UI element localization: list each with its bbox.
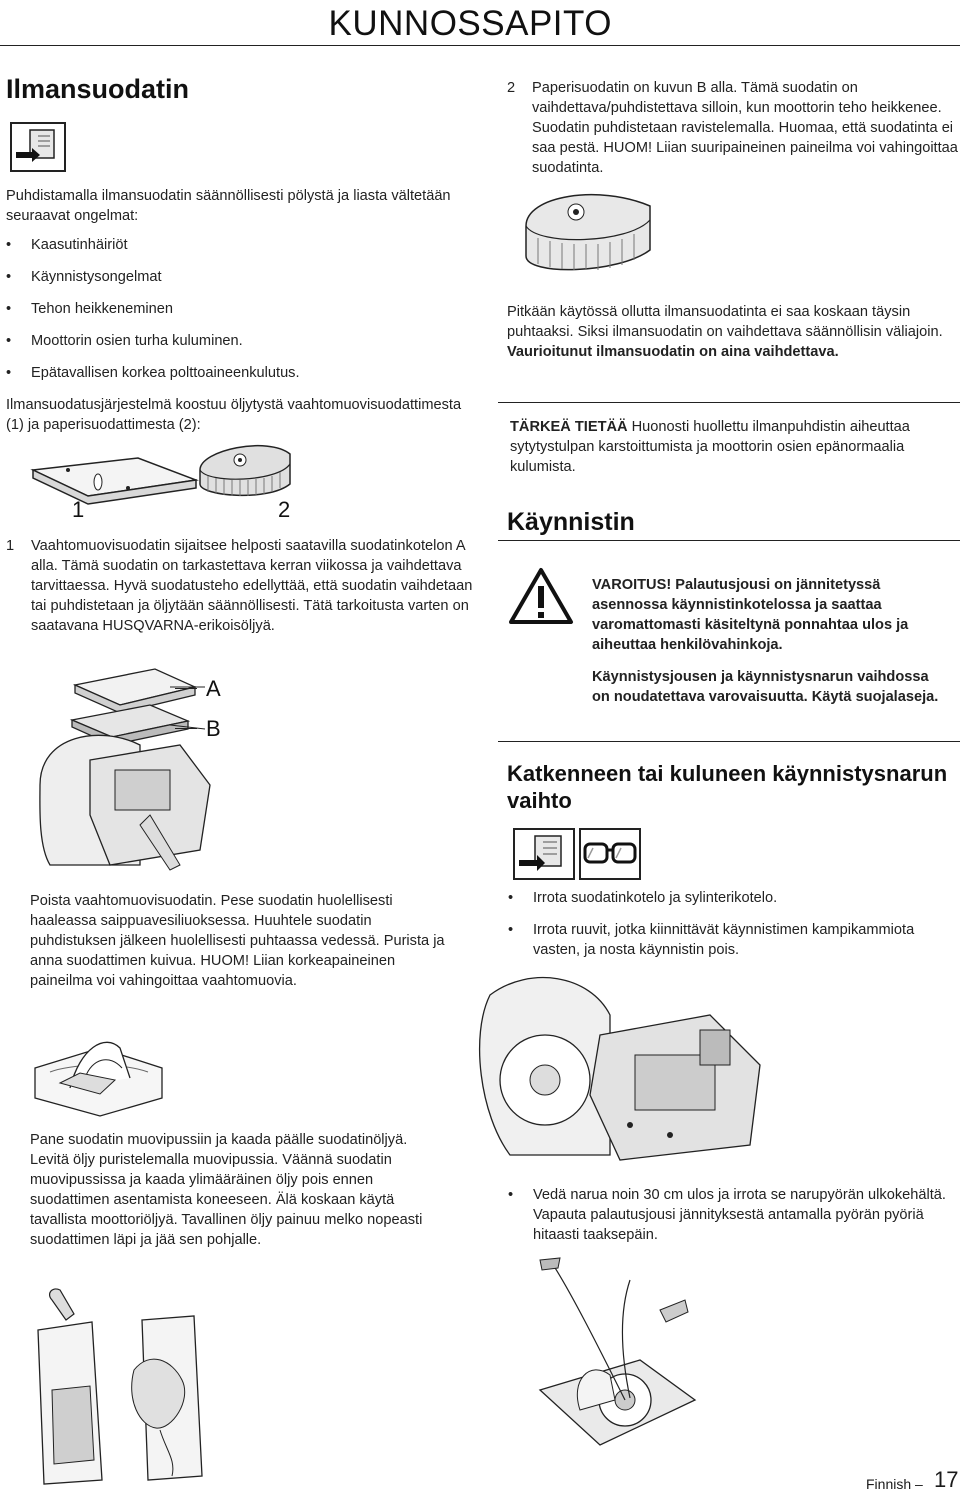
washing-filter-illustration — [30, 1028, 170, 1118]
important-notice: TÄRKEÄ TIETÄÄ Huonosti huollettu ilmanpuhdistin aiheuttaa sytytystulpan karstoittumista ja moottorin osien epänormaalia kulumista. — [510, 419, 910, 475]
cut-off-saw-filter-illustration — [30, 665, 270, 880]
rope-pull-illustration — [520, 1250, 700, 1450]
air-filter-heading: Ilmansuodatin — [6, 74, 190, 104]
callout-label-a: A — [206, 676, 221, 701]
manual-icon — [10, 122, 66, 172]
wash-instructions: Poista vaahtomuovisuodatin. Pese suodatin huolellisesti haaleassa saippuavesiliuoksessa. Huuhtele suodatin puhdistuksen jälkeen huolellisesti puhtaassa vedessä. Purista ja anna suodattimen kuivua. HUOM! Liian korkeapaineinen paineilma voi vahingoittaa vaahtomuovia. — [30, 893, 445, 989]
list-item: • Vedä narua noin 30 cm ulos ja irrota se narupyörän ulkokehältä. Vapauta palautusjousi jännityksestä antamalla pyörän pyöriä hitaasti taaksepäin. — [508, 1187, 946, 1243]
page-number: 17 — [934, 1467, 959, 1492]
intro-text: Puhdistamalla ilmansuodatin säännöllisesti pölystä ja liasta vältetään seuraavat ongelmat: — [6, 188, 451, 224]
list-item: • Moottorin osien turha kuluminen. — [6, 333, 243, 349]
item1-paragraph: 1 Vaahtomuovisuodatin sijaitsee helposti saatavilla suodatinkotelon A alla. Tämä suodatin on tarkastettava kerran viikossa ja vaihdettava tarvittaessa. Hyvä suodatusteho edellyttää, että suodatin vaihdetaan tai puhdistetaan ja öljytään säännöllisesti. Tätä tarkoitusta varten on saatavana HUSQVARNA-erikoisöljyä. — [6, 538, 473, 634]
list-item: • Tehon heikkeneminen — [6, 301, 173, 317]
rope-replacement-heading: Katkenneen tai kuluneen käynnistysnarun vaihto — [507, 761, 948, 813]
warning-text-2: Käynnistysjousen ja käynnistysnarun vaihdossa on noudatettava varovaisuutta. Käytä suojalaseja. — [592, 669, 939, 705]
callout-line-b — [175, 728, 197, 729]
callout-label-b: B — [206, 716, 221, 741]
starter-removal-illustration — [470, 975, 770, 1165]
important-label: TÄRKEÄ TIETÄÄ — [510, 419, 628, 435]
safety-glasses-icon — [579, 828, 641, 880]
starter-heading: Käynnistin — [507, 508, 635, 536]
item2-number: 2 — [507, 80, 516, 96]
list-item: • Kaasutinhäiriöt — [6, 237, 128, 253]
oiling-filter-illustration — [22, 1280, 212, 1485]
figure-label-2: 2 — [278, 497, 291, 522]
paper-filter-illustration — [518, 186, 668, 286]
manual-icon — [513, 828, 575, 880]
header-rule — [0, 45, 960, 46]
system-text: Ilmansuodatusjärjestelmä koostuu öljytystä vaahtomuovisuodattimesta (1) ja paperisuodattimesta (2): — [6, 397, 462, 433]
warning-text-1: VAROITUS! Palautusjousi on jännitetyssä asennossa käynnistinkotelossa ja saattaa varomattomasti käsiteltynä ponnahtaa ulos ja aiheuttaa henkilövahinkoja. — [592, 577, 909, 653]
oiling-instructions: Pane suodatin muovipussiin ja kaada päälle suodatinöljyä. Levitä öljy puristelemalla muovipussia. Väännä suodatin muovipussissa ja kaada ylimääräinen öljy pois ennen suodattimen asentamista koneeseen. Älä koskaan käytä tavallista moottoriöljyä. Tavallinen öljy painuu melko nopeasti suodattimen läpi ja jää sen pohjalle. — [30, 1132, 423, 1248]
callout-line-a — [175, 688, 197, 689]
warning-icon — [508, 567, 574, 625]
page-header-title: KUNNOSSAPITO — [328, 4, 612, 43]
figure-label-1: 1 — [72, 497, 85, 522]
list-item: • Käynnistysongelmat — [6, 269, 162, 285]
list-item: • Irrota suodatinkotelo ja sylinterikotelo. — [508, 890, 778, 906]
long-use-paragraph: Pitkään käytössä ollutta ilmansuodatinta ei saa koskaan täysin puhtaaksi. Siksi ilmansuodatin on vaihdettava säännöllisin väliajoin. Vaurioitunut ilmansuodatin on aina vaihdettava. — [507, 304, 943, 360]
footer-language: Finnish – — [866, 1476, 923, 1492]
list-item: • Epätavallisen korkea polttoaineenkulutus. — [6, 365, 300, 381]
list-item: • Irrota ruuvit, jotka kiinnittävät käynnistimen kampikammiota vasten, ja nosta käynnistin pois. — [508, 922, 915, 958]
item1-number: 1 — [6, 538, 15, 554]
item2-paragraph: 2 Paperisuodatin on kuvun B alla. Tämä suodatin on vaihdettava/puhdistettava silloin, kun moottorin teho heikkenee. Suodatin puhdistetaan ravistelemalla. Huomaa, että suodatinta ei saa pestä. HUOM! Liian suuripaineinen paineilma voi vahingoittaa suodatinta. — [507, 80, 958, 176]
